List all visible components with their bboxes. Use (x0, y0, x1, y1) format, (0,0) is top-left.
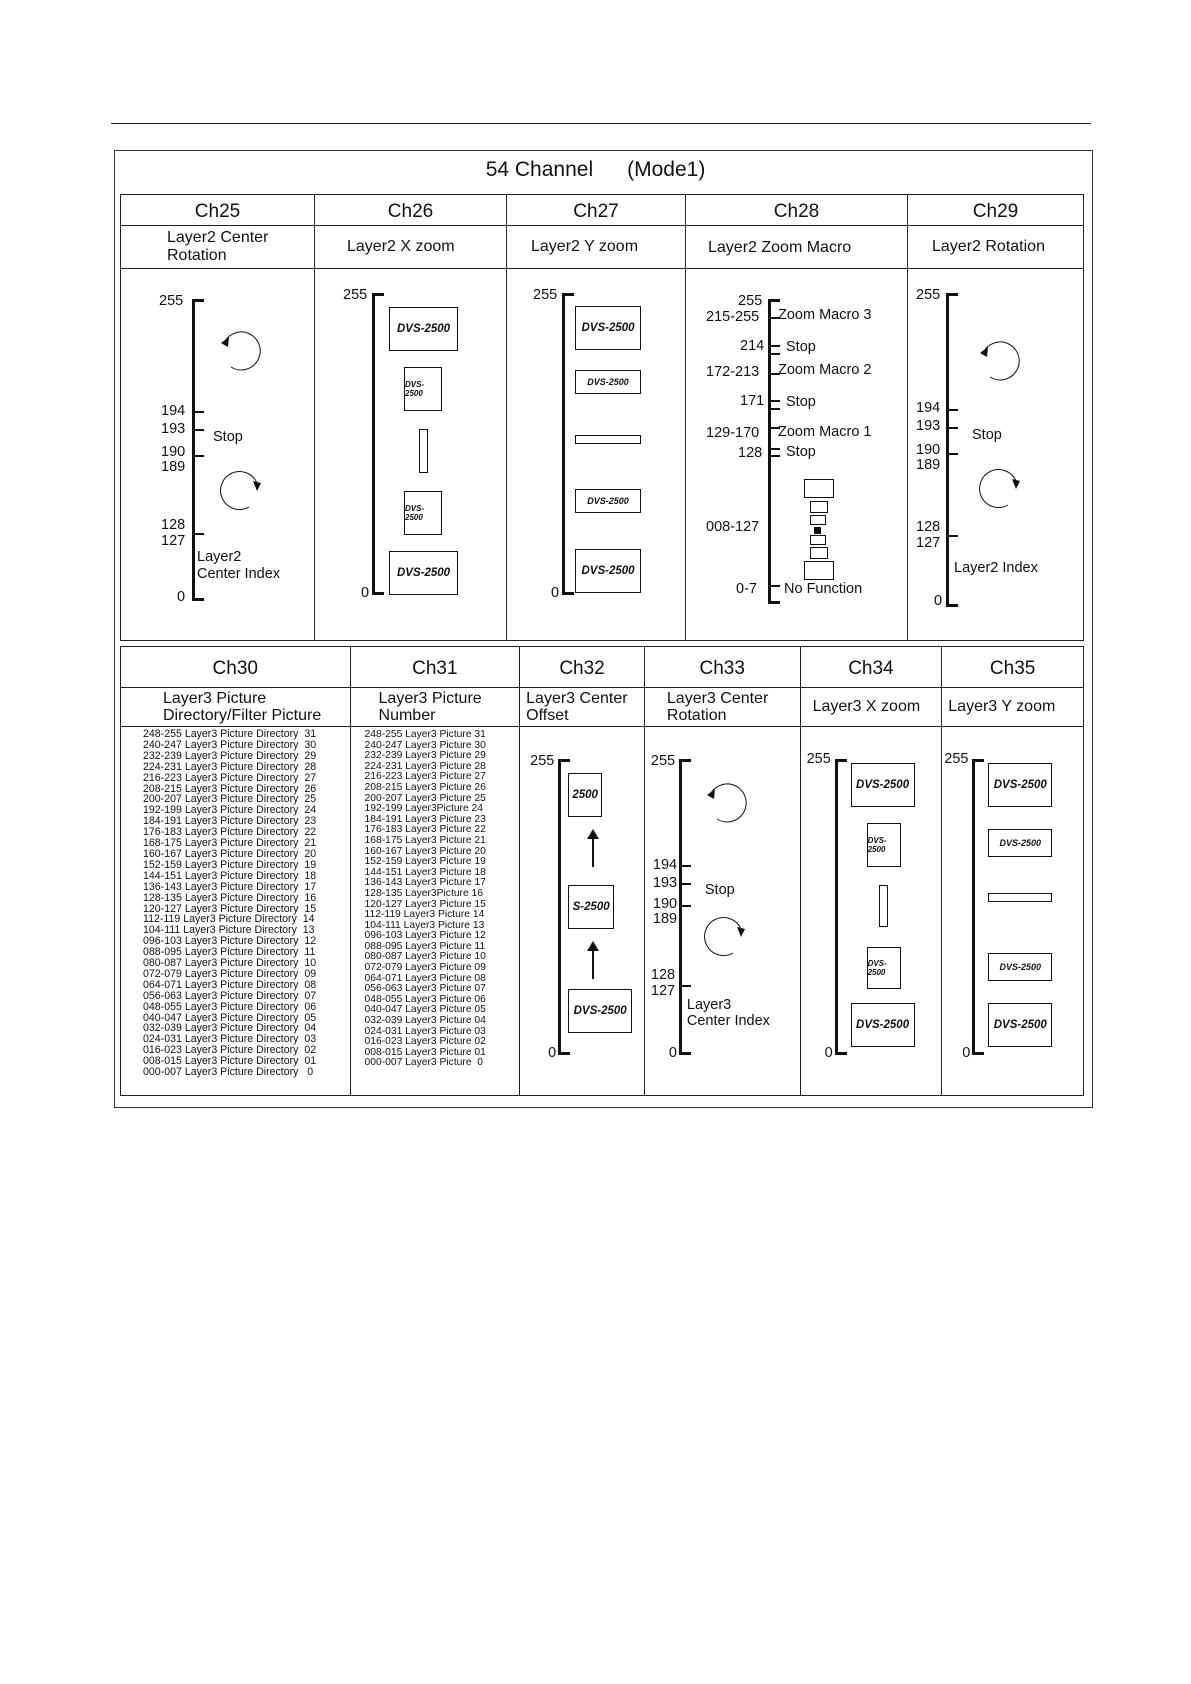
list-item: 008-015 Layer3 Picture Directory 01 (143, 1055, 317, 1068)
ch25-index-label: Layer2 (197, 549, 242, 565)
ch33-value: 190 (652, 896, 678, 912)
ch35-value: 255 (944, 751, 969, 767)
list-item: 160-167 Layer3 Picture Directory 20 (143, 847, 317, 860)
ch26-desc-text: Layer2 X zoom (347, 238, 455, 255)
ch32-tick-top (558, 759, 570, 762)
ch25-desc-line2: Rotation (167, 247, 227, 264)
list-item: 240-247 Layer3 Picture Directory 30 (143, 738, 317, 751)
list-item: 112-119 Layer3 Picture Directory 14 (143, 913, 315, 926)
rotate-cw-icon (705, 917, 749, 961)
ch29-value: 194 (916, 400, 941, 416)
macro-logo (810, 515, 826, 525)
ch30-desc-line1: Layer3 Picture (163, 690, 267, 707)
ch25-tick (192, 429, 204, 431)
list-item: 168-175 Layer3 Picture 21 (364, 834, 486, 846)
ch32-value: 255 (530, 753, 555, 769)
ch34-value: 0 (824, 1045, 833, 1061)
zoom-logo: DVS-2500 (404, 491, 442, 535)
ch28-tick (768, 353, 780, 355)
ch32-scale (558, 759, 561, 1055)
zoom-logo: DVS-2500 (389, 307, 458, 351)
zoom-logo: DVS-2500 (389, 551, 458, 595)
ch26-value: 0 (361, 585, 370, 601)
list-item: 040-047 Layer3 Picture Directory 05 (143, 1011, 317, 1024)
ch33-value: 127 (650, 983, 676, 999)
ch26-tick-bottom (372, 592, 384, 595)
ch32-desc-line1: Layer3 Center (526, 690, 628, 707)
ch28-tick (768, 455, 780, 457)
channel-row-1 (120, 194, 1084, 641)
rotate-cw-icon (221, 471, 265, 515)
ch28-value: 128 (738, 445, 763, 461)
ch25-column (121, 195, 315, 640)
ch33-header: Ch33 (645, 647, 800, 688)
ch29-header: Ch29 (908, 195, 1083, 226)
list-item: 064-071 Layer3 Picture 08 (364, 972, 486, 984)
zoom-logo: DVS-2500 (988, 763, 1052, 807)
list-item: 000-007 Layer3 Picture 0 (364, 1057, 484, 1069)
ch26-desc (315, 226, 506, 269)
ch28-tick-bottom (768, 601, 780, 604)
rotate-ccw-icon (703, 781, 747, 825)
ch29-tick-bottom (946, 604, 958, 607)
ch33-value: 0 (668, 1045, 677, 1061)
list-item: 080-087 Layer3 Picture Directory 10 (143, 957, 317, 970)
ch35-value: 0 (962, 1045, 971, 1061)
ch32-value: 0 (548, 1045, 557, 1061)
list-item: 088-095 Layer3 Picture Directory 11 (143, 946, 316, 959)
ch30-column (121, 647, 351, 1095)
list-item: 104-111 Layer3 Picture Directory 13 (143, 924, 315, 937)
list-item: 184-191 Layer3 Picture 23 (364, 813, 486, 825)
ch29-value: 190 (916, 442, 941, 458)
ch31-column (351, 647, 521, 1095)
macro-logo (810, 547, 828, 559)
ch28-desc-text: Layer2 Zoom Macro (708, 239, 852, 256)
ch27-scale (562, 293, 565, 595)
ch25-tick (192, 411, 204, 413)
zoom-logo-compressed (879, 885, 888, 927)
ch28-stop-label: Stop (786, 394, 816, 410)
macro-logo (810, 535, 826, 545)
ch32-header: Ch32 (520, 647, 644, 688)
zoom-logo: DVS-2500 (575, 489, 641, 513)
list-item: 040-047 Layer3 Picture 05 (364, 1004, 486, 1016)
ch28-value: 214 (740, 338, 765, 354)
title-mode: (Mode1) (627, 158, 706, 181)
ch25-index-label: Center Index (197, 566, 281, 582)
ch25-value: 128 (161, 517, 186, 533)
list-item: 176-183 Layer3 Picture Directory 22 (143, 826, 317, 839)
ch28-macro-label: Zoom Macro 2 (778, 362, 872, 378)
ch29-value: 128 (916, 519, 941, 535)
ch27-header: Ch27 (507, 195, 685, 226)
ch33-tick (679, 865, 691, 867)
macro-logo (814, 527, 821, 534)
up-arrow-icon (592, 837, 594, 867)
ch28-value: 255 (738, 293, 763, 309)
ch31-picture-list (365, 730, 486, 1069)
ch33-tick (679, 883, 691, 885)
ch28-header: Ch28 (686, 195, 907, 226)
ch31-header: Ch31 (351, 647, 520, 688)
ch29-stop-label: Stop (972, 427, 1002, 443)
ch25-value: 127 (161, 533, 186, 549)
ch35-header: Ch35 (942, 647, 1083, 688)
ch29-tick (946, 535, 958, 537)
list-item: 104-111 Layer3 Picture 13 (364, 919, 485, 931)
zoom-logo-compressed (419, 429, 428, 473)
ch28-tick (768, 408, 780, 410)
ch26-tick-top (372, 293, 384, 296)
list-item: 208-215 Layer3 Picture Directory 26 (143, 782, 317, 795)
ch29-value: 189 (916, 457, 941, 473)
ch28-tick (768, 448, 780, 450)
list-item: 072-079 Layer3 Picture 09 (364, 962, 486, 974)
ch29-tick (946, 453, 958, 455)
list-item: 216-223 Layer3 Picture 27 (364, 771, 486, 783)
rotate-ccw-icon (976, 339, 1020, 383)
offset-logo: S-2500 (568, 885, 614, 929)
ch27-tick-bottom (562, 592, 574, 595)
list-item: 144-151 Layer3 Picture Directory 18 (143, 869, 317, 882)
ch25-value: 190 (161, 444, 186, 460)
ch33-tick (679, 985, 691, 987)
ch34-desc (801, 688, 942, 727)
ch27-column (507, 195, 686, 640)
ch28-range: 172-213 (706, 364, 760, 380)
list-item: 160-167 Layer3 Picture 20 (364, 845, 486, 857)
ch32-desc-line2: Offset (526, 707, 569, 724)
ch29-tick-top (946, 293, 958, 296)
ch25-value: 255 (159, 293, 184, 309)
ch35-tick-bottom (972, 1052, 984, 1055)
ch34-tick-bottom (835, 1052, 847, 1055)
list-item: 016-023 Layer3 Picture 02 (364, 1036, 486, 1048)
ch28-range: 0-7 (736, 581, 757, 597)
ch33-desc-line1: Layer3 Center (666, 690, 769, 707)
ch27-value: 0 (551, 585, 560, 601)
macro-logo (804, 479, 834, 498)
ch28-tick (768, 585, 780, 587)
ch35-column (942, 647, 1083, 1095)
ch28-range: 129-170 (706, 425, 760, 441)
list-item: 128-135 Layer3Picture 16 (364, 887, 484, 899)
zoom-logo: DVS-2500 (867, 823, 901, 867)
ch28-no-function-label: No Function (784, 581, 863, 597)
ch29-tick (946, 427, 958, 429)
list-item: 248-255 Layer3 Picture Directory 31 (143, 728, 317, 740)
ch29-value: 193 (916, 418, 941, 434)
ch33-desc (645, 688, 800, 727)
ch33-index-label: Layer3 (686, 997, 732, 1013)
list-item: 008-015 Layer3 Picture 01 (364, 1046, 486, 1058)
ch25-tick-bottom (192, 598, 204, 601)
ch27-diagram (507, 269, 685, 639)
ch33-diagram (645, 727, 800, 1093)
ch28-macro-label: Zoom Macro 1 (778, 424, 872, 440)
list-item: 096-103 Layer3 Picture Directory 12 (143, 935, 317, 948)
offset-logo: DVS-2500 (568, 989, 632, 1033)
list-item: 064-071 Layer3 Picture Directory 08 (143, 978, 317, 991)
list-item: 096-103 Layer3 Picture 12 (364, 930, 486, 942)
ch30-header: Ch30 (121, 647, 350, 688)
ch25-value: 194 (161, 403, 186, 419)
channel-row-2 (120, 646, 1084, 1096)
zoom-logo-compressed (575, 435, 641, 444)
list-item: 000-007 Layer3 Picture Directory 0 (143, 1066, 314, 1079)
list-item: 016-023 Layer3 Picture Directory 02 (143, 1044, 317, 1057)
list-item: 200-207 Layer3 Picture Directory 25 (143, 793, 317, 806)
ch28-diagram (686, 269, 907, 639)
list-item: 144-151 Layer3 Picture 18 (364, 866, 486, 878)
list-item: 120-127 Layer3 Picture Directory 15 (143, 902, 317, 915)
ch25-desc (121, 226, 314, 269)
list-item: 136-143 Layer3 Picture 17 (364, 877, 486, 889)
list-item: 152-159 Layer3 Picture 19 (364, 856, 486, 868)
ch33-index-label: Center Index (686, 1013, 770, 1029)
ch33-value: 189 (652, 911, 678, 927)
ch32-tick-bottom (558, 1052, 570, 1055)
list-item: 136-143 Layer3 Picture Directory 17 (143, 880, 317, 893)
list-item: 248-255 Layer3 Picture 31 (364, 729, 486, 740)
list-item: 072-079 Layer3 Picture Directory 09 (143, 967, 317, 980)
list-item: 048-055 Layer3 Picture Directory 06 (143, 1000, 317, 1013)
list-item: 024-031 Layer3 Picture 03 (364, 1025, 486, 1037)
zoom-logo-compressed (988, 893, 1052, 902)
macro-logo (810, 501, 828, 513)
ch26-value: 255 (343, 287, 368, 303)
list-item: 080-087 Layer3 Picture 10 (364, 951, 486, 963)
ch25-value: 193 (161, 421, 186, 437)
ch29-diagram (908, 269, 1083, 639)
ch29-value: 255 (916, 287, 941, 303)
ch28-column (686, 195, 908, 640)
ch33-value: 128 (650, 967, 676, 983)
list-item: 032-039 Layer3 Picture Directory 04 (143, 1022, 317, 1035)
ch26-header: Ch26 (315, 195, 506, 226)
ch34-header: Ch34 (801, 647, 942, 688)
ch27-tick-top (562, 293, 574, 296)
title-main: 54 Channel (485, 158, 594, 181)
zoom-logo: DVS-2500 (404, 367, 442, 411)
ch33-scale (679, 759, 682, 1055)
ch28-stop-label: Stop (786, 339, 816, 355)
list-item: 224-231 Layer3 Picture 28 (364, 760, 486, 772)
ch30-desc-line2: Directory/Filter Picture (163, 707, 322, 724)
ch25-diagram (121, 269, 314, 639)
list-item: 208-215 Layer3 Picture 26 (364, 781, 486, 793)
ch28-value: 171 (740, 393, 765, 409)
ch30-diagram (121, 727, 350, 1093)
list-item: 024-031 Layer3 Picture Directory 03 (143, 1033, 317, 1046)
list-item: 032-039 Layer3 Picture 04 (364, 1015, 486, 1027)
ch35-desc-text: Layer3 Y zoom (948, 698, 1056, 715)
up-arrow-icon (592, 949, 594, 979)
ch33-column (645, 647, 801, 1095)
ch35-scale (972, 759, 975, 1055)
zoom-logo: DVS-2500 (575, 370, 641, 394)
ch35-desc (942, 688, 1083, 727)
ch34-column (801, 647, 943, 1095)
macro-logo (804, 561, 834, 580)
ch27-desc-text: Layer2 Y zoom (531, 238, 639, 255)
ch28-range: 215-255 (706, 309, 760, 325)
ch29-scale (946, 293, 949, 607)
list-item: 152-159 Layer3 Picture Directory 19 (143, 858, 317, 871)
ch32-diagram (520, 727, 644, 1093)
list-item: 232-239 Layer3 Picture 29 (364, 750, 486, 762)
list-item: 048-055 Layer3 Picture 06 (364, 993, 486, 1005)
ch28-tick-top (768, 299, 780, 302)
ch29-column (908, 195, 1083, 640)
ch25-header: Ch25 (121, 195, 314, 226)
ch28-tick (768, 400, 780, 402)
list-item: 232-239 Layer3 Picture Directory 29 (143, 749, 317, 762)
ch31-diagram (351, 727, 520, 1093)
ch29-desc (908, 226, 1083, 269)
zoom-logo: DVS-2500 (988, 829, 1052, 857)
list-item: 176-183 Layer3 Picture 22 (364, 824, 486, 836)
ch34-value: 255 (806, 751, 831, 767)
offset-logo: 2500 (568, 773, 602, 817)
zoom-logo: DVS-2500 (988, 1003, 1052, 1047)
ch34-desc-text: Layer3 X zoom (812, 698, 921, 715)
ch25-desc-line1: Layer2 Center (167, 229, 269, 246)
ch30-directory-list (143, 729, 316, 1078)
ch25-value: 0 (177, 589, 186, 605)
ch33-tick (679, 905, 691, 907)
ch34-diagram (801, 727, 942, 1093)
ch28-tick (768, 345, 780, 347)
ch33-value: 255 (650, 753, 676, 769)
ch26-scale (372, 293, 375, 595)
ch27-value: 255 (533, 287, 558, 303)
ch25-tick (192, 455, 204, 457)
list-item: 056-063 Layer3 Picture Directory 07 (143, 989, 317, 1002)
list-item: 216-223 Layer3 Picture Directory 27 (143, 771, 317, 784)
list-item: 168-175 Layer3 Picture Directory 21 (143, 837, 317, 850)
header-rule (111, 123, 1091, 124)
ch25-scale (192, 299, 195, 601)
ch35-tick-top (972, 759, 984, 762)
ch29-index-label: Layer2 Index (954, 560, 1038, 576)
ch26-column (315, 195, 507, 640)
list-item: 128-135 Layer3 Picture Directory 16 (143, 891, 317, 904)
list-item: 224-231 Layer3 Picture Directory 28 (143, 760, 317, 773)
ch28-macro-label: Zoom Macro 3 (778, 307, 872, 323)
ch27-desc (507, 226, 685, 269)
ch29-value: 0 (934, 593, 943, 609)
list-item: 112-119 Layer3 Picture 14 (364, 909, 485, 921)
ch25-value: 189 (161, 459, 186, 475)
list-item: 192-199 Layer3 Picture Directory 24 (143, 804, 317, 817)
ch33-tick-top (679, 759, 691, 762)
zoom-logo: DVS-2500 (867, 947, 901, 989)
ch29-value: 127 (916, 535, 941, 551)
ch34-scale (835, 759, 838, 1055)
list-item: 088-095 Layer3 Picture 11 (364, 940, 486, 952)
ch26-diagram (315, 269, 506, 639)
ch31-desc-line2: Number (378, 707, 436, 724)
ch29-desc-text: Layer2 Rotation (932, 238, 1045, 255)
ch35-diagram (942, 727, 1083, 1093)
ch34-tick-top (835, 759, 847, 762)
ch31-desc-line1: Layer3 Picture (378, 690, 482, 707)
ch33-desc-line2: Rotation (666, 707, 727, 724)
zoom-logo: DVS-2500 (988, 953, 1052, 981)
ch28-stop-label: Stop (786, 444, 816, 460)
list-item: 184-191 Layer3 Picture Directory 23 (143, 815, 317, 828)
list-item: 200-207 Layer3 Picture 25 (364, 792, 486, 804)
zoom-logo: DVS-2500 (851, 763, 915, 807)
ch33-stop-label: Stop (704, 882, 735, 898)
ch32-desc (520, 688, 644, 727)
ch32-column (520, 647, 645, 1095)
ch33-value: 194 (652, 857, 678, 873)
list-item: 192-199 Layer3Picture 24 (364, 803, 484, 815)
ch29-tick (946, 409, 958, 411)
page-title (0, 158, 1191, 182)
rotate-ccw-icon (217, 329, 261, 373)
ch25-stop-label: Stop (213, 429, 243, 445)
zoom-logo: DVS-2500 (851, 1003, 915, 1047)
zoom-logo: DVS-2500 (575, 549, 641, 593)
ch25-tick (192, 533, 204, 535)
ch28-desc (686, 226, 907, 269)
ch33-value: 193 (652, 875, 678, 891)
ch33-tick-bottom (679, 1052, 691, 1055)
list-item: 120-127 Layer3 Picture 15 (364, 898, 486, 910)
ch31-desc (351, 688, 520, 727)
list-item: 056-063 Layer3 Picture 07 (364, 983, 486, 995)
ch28-range: 008-127 (706, 519, 760, 535)
ch30-desc (121, 688, 350, 727)
ch25-tick-top (192, 299, 204, 302)
zoom-logo: DVS-2500 (575, 306, 641, 350)
rotate-cw-icon (980, 469, 1024, 513)
list-item: 240-247 Layer3 Picture 30 (364, 739, 486, 751)
